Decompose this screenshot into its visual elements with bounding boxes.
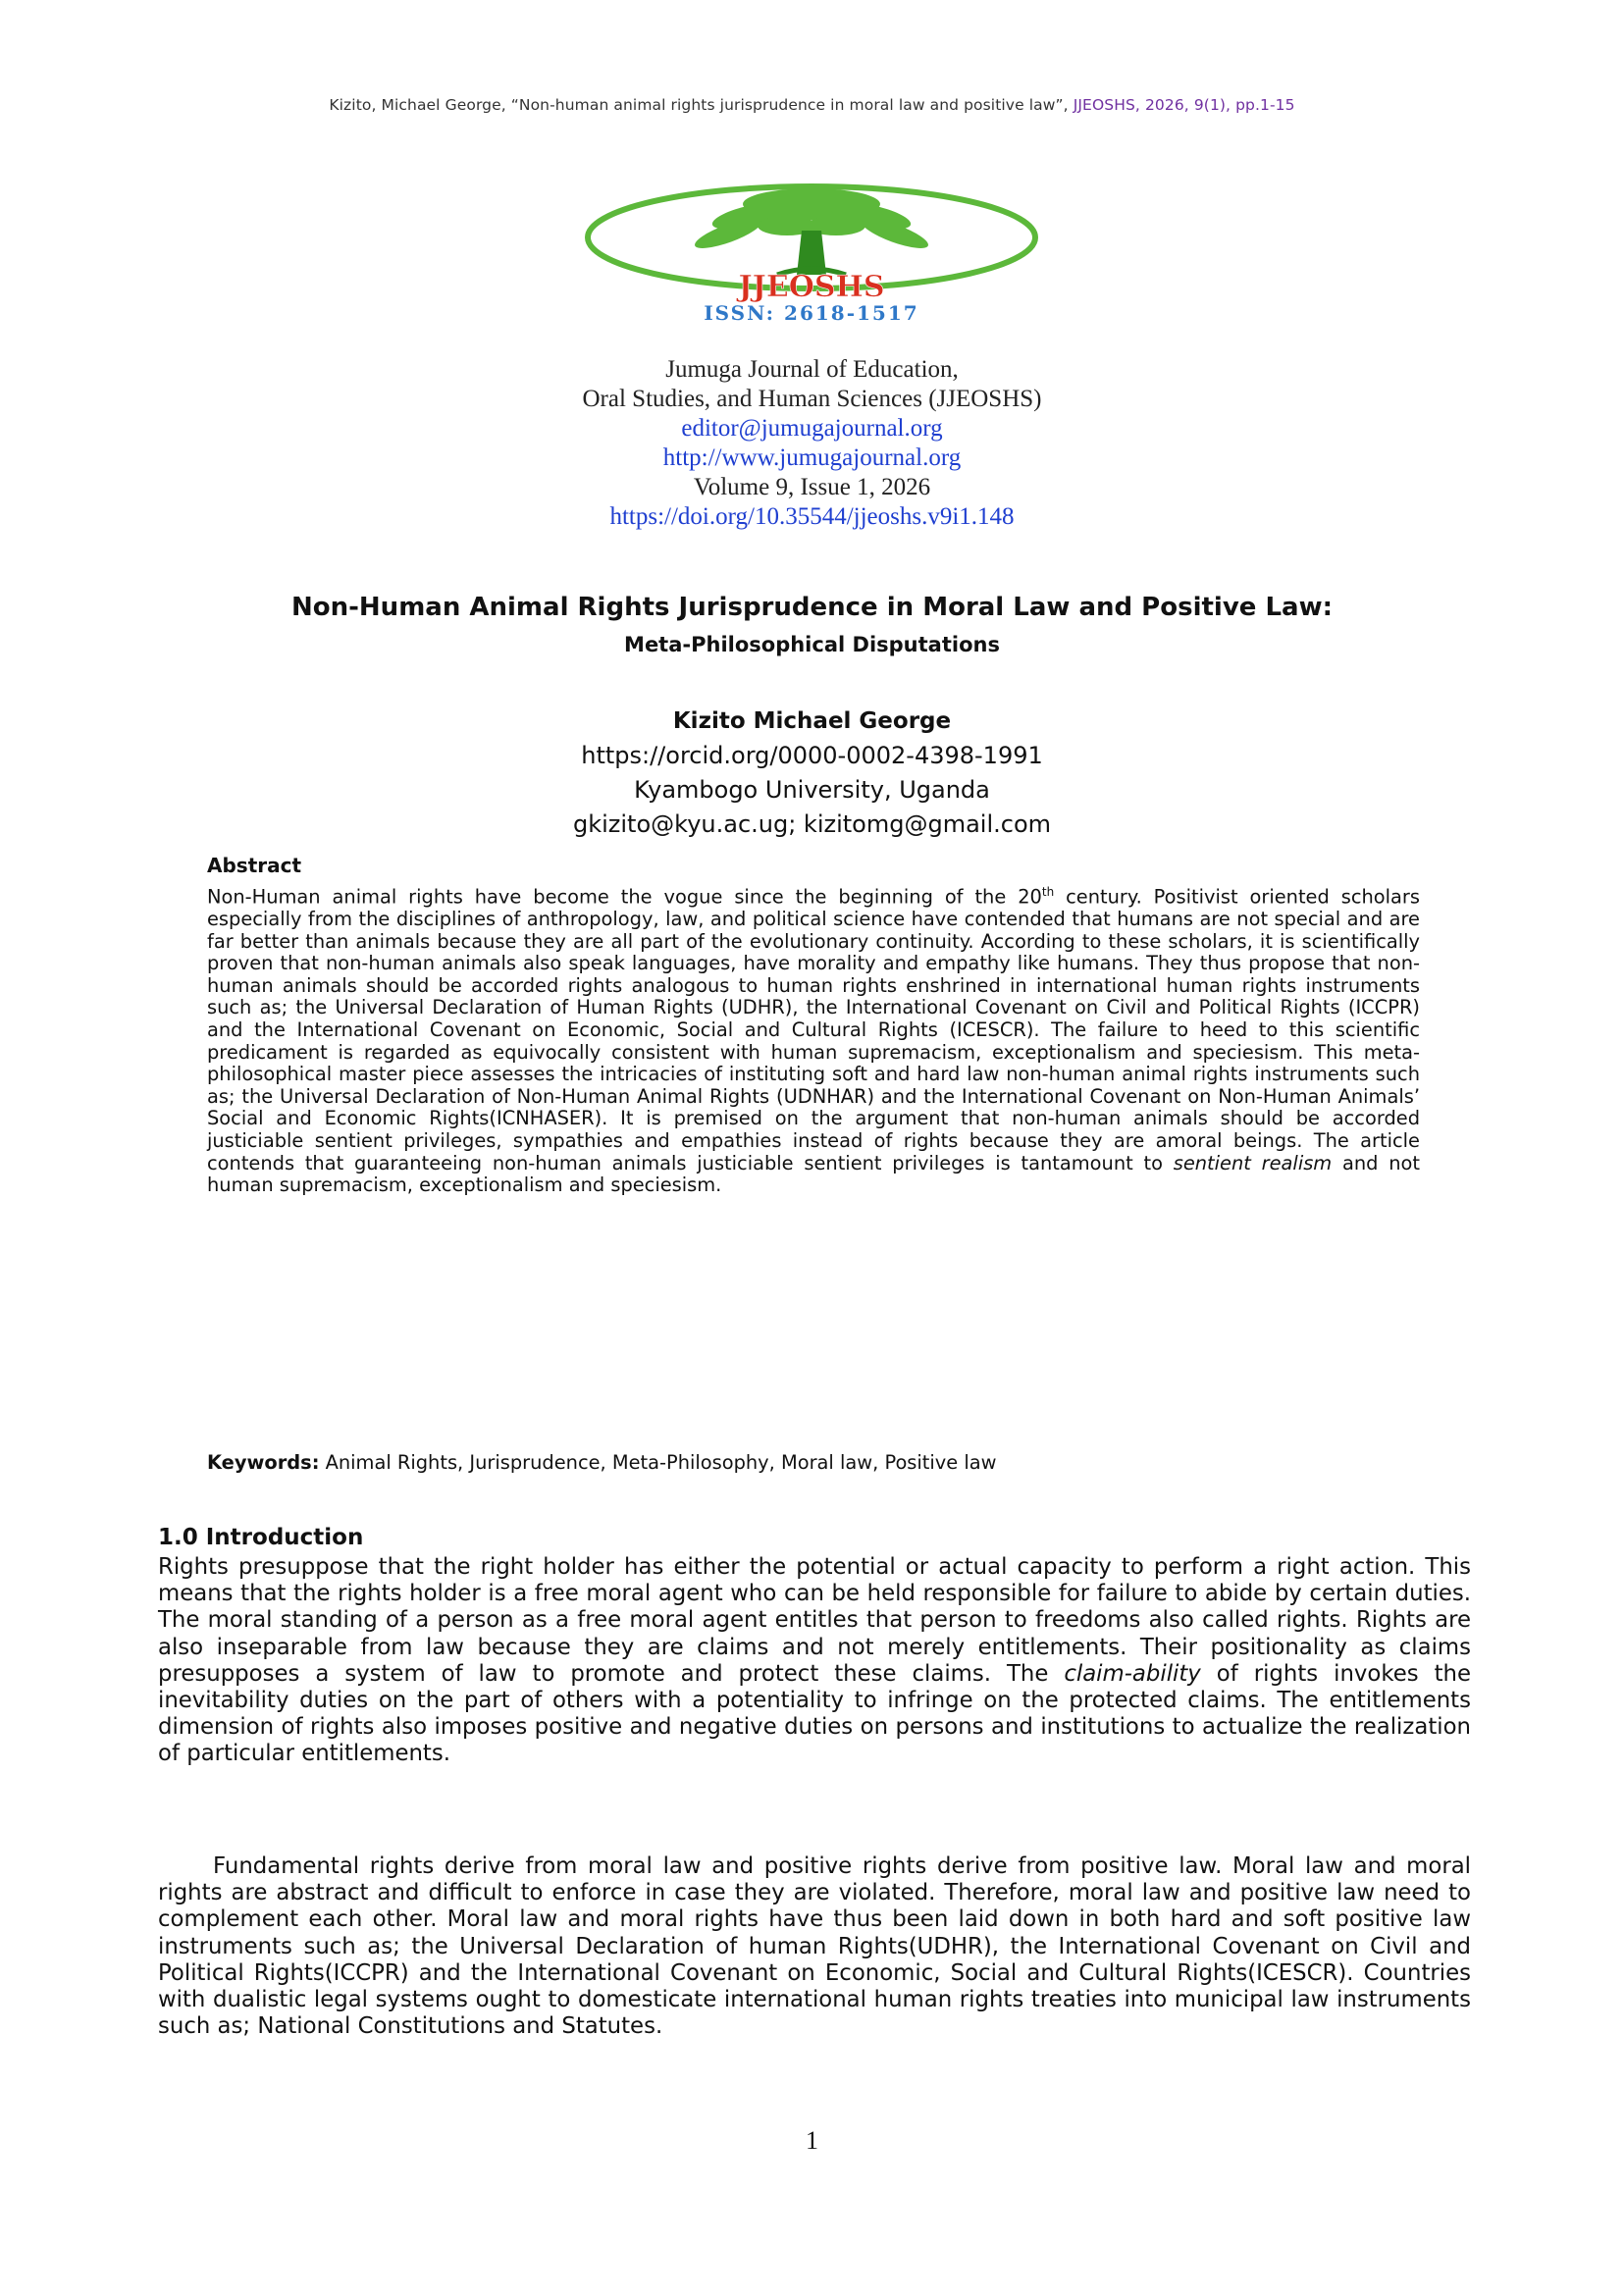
- journal-email-link[interactable]: editor@jumugajournal.org: [681, 415, 943, 442]
- journal-name-line1: Jumuga Journal of Education,: [665, 356, 959, 383]
- intro-p1-part2: of rights invokes the inevitability duties on the part of others with a potentiality to infringe on the protected claims. The entitlements dimension of rights also imposes positive and negative duties on persons and institutions to actualize the realization of particular entitlements.: [158, 1660, 1471, 1767]
- abstract-italic: sentient realism: [1173, 1151, 1333, 1174]
- abstract-heading: Abstract: [207, 854, 302, 877]
- abstract-part2: century. Positivist oriented scholars especially from the disciplines of anthropology, law, and political science have contended that humans are not special and are far better than animals because they are all part of the evolutionary continuity. According to these scholars, it is scientifically proven that non-human animals also speak languages, have morality and empathy like humans. They thus propose that non-human animals should be accorded rights analogous to human rights enshrined in international human rights instruments such as; the Universal Declaration of Human Rights (UDHR), the International Covenant on Civil and Political Rights (ICCPR) and the International Covenant on Economic, Social and Cultural Rights (ICESCR). The failure to heed to this scientific predicament is regarded as equivocally consistent with human supremacism, exceptionalism and speciesism. This meta-philosophical master piece assesses the intricacies of instituting soft and hard law non-human animal rights instruments such as; the Universal Declaration of Non-Human Animal Rights (UDNHAR) and the International Covenant on Non-Human Animals’ Social and Economic Rights(ICNHASER). It is premised on the argument that non-human animals should be accorded justiciable sentient privileges, sympathies and empathies instead of rights because they are amoral beings. The article contends that guaranteeing non-human animals justiciable sentient privileges is tantamount to: [207, 885, 1420, 1174]
- intro-paragraph-1: [158, 1554, 1471, 1768]
- abstract-sup: th: [1041, 885, 1055, 899]
- author-affiliation: Kyambogo University, Uganda: [634, 776, 990, 804]
- journal-logo: [581, 177, 1042, 324]
- author-name: Kizito Michael George: [672, 708, 952, 734]
- author-orcid[interactable]: https://orcid.org/0000-0002-4398-1991: [581, 742, 1043, 769]
- journal-website-link[interactable]: http://www.jumugajournal.org: [662, 444, 962, 471]
- logo-name: JJEOSHS: [738, 270, 885, 304]
- journal-info: [0, 355, 1624, 532]
- doi-link[interactable]: https://doi.org/10.35544/jjeoshs.v9i1.148: [609, 503, 1015, 530]
- author-block: [0, 704, 1624, 842]
- intro-p1-part1: Rights presuppose that the right holder has either the potential or actual capacity to perform a right action. This means that the rights holder is a free moral agent who can be held responsible for failure to abide by certain duties. The moral standing of a person as a free moral agent entitles that person to freedoms also called rights. Rights are also inseparable from law because they are claims and not merely entitlements. Their positionality as claims presupposes a system of law to promote and protect these claims. The: [158, 1554, 1471, 1687]
- author-emails[interactable]: gkizito@kyu.ac.ug; kizitomg@gmail.com: [572, 810, 1052, 838]
- keywords-label: Keywords:: [207, 1451, 320, 1474]
- abstract-part1: Non-Human animal rights have become the vogue since the beginning of the 20: [207, 885, 1042, 909]
- citation-text: Kizito, Michael George, “Non-human animal rights jurisprudence in moral law and positive law”,: [329, 96, 1069, 114]
- journal-name-line2: Oral Studies, and Human Sciences (JJEOSHS): [582, 386, 1042, 412]
- keywords: [207, 1451, 1420, 1474]
- abstract-part3: and not human supremacism, exceptionalism and speciesism.: [207, 1151, 1420, 1197]
- article-subtitle: Meta-Philosophical Disputations: [624, 633, 1000, 656]
- intro-paragraph-2: Fundamental rights derive from moral law and positive rights derive from positive law. Moral law and moral rights are abstract and difficult to enforce in case they are violated. Therefore, moral law and positive law need to complement each other. Moral law and moral rights have thus been laid down in both hard and soft positive law instruments such as; the Universal Declaration of human Rights(UDHR), the International Covenant on Civil and Political Rights(ICCPR) and the International Covenant on Economic, Social and Cultural Rights(ICESCR). Countries with dualistic legal systems ought to domesticate international human rights treaties into municipal law instruments such as; National Constitutions and Statutes.: [158, 1853, 1471, 2040]
- introduction-heading: 1.0 Introduction: [158, 1525, 364, 1550]
- keywords-text: Animal Rights, Jurisprudence, Meta-Philosophy, Moral law, Positive law: [319, 1451, 997, 1474]
- article-title: Non-Human Animal Rights Jurisprudence in Moral Law and Positive Law:: [291, 593, 1333, 622]
- running-header: [0, 96, 1624, 114]
- intro-p1-italic: claim-ability: [1064, 1660, 1201, 1687]
- logo-issn: ISSN: 2618-1517: [704, 301, 919, 324]
- page-number: 1: [806, 2126, 818, 2155]
- abstract-text: [207, 881, 1420, 1197]
- citation-journal: JJEOSHS, 2026, 9(1), pp.1-15: [1073, 96, 1295, 114]
- journal-volume: Volume 9, Issue 1, 2026: [693, 474, 931, 500]
